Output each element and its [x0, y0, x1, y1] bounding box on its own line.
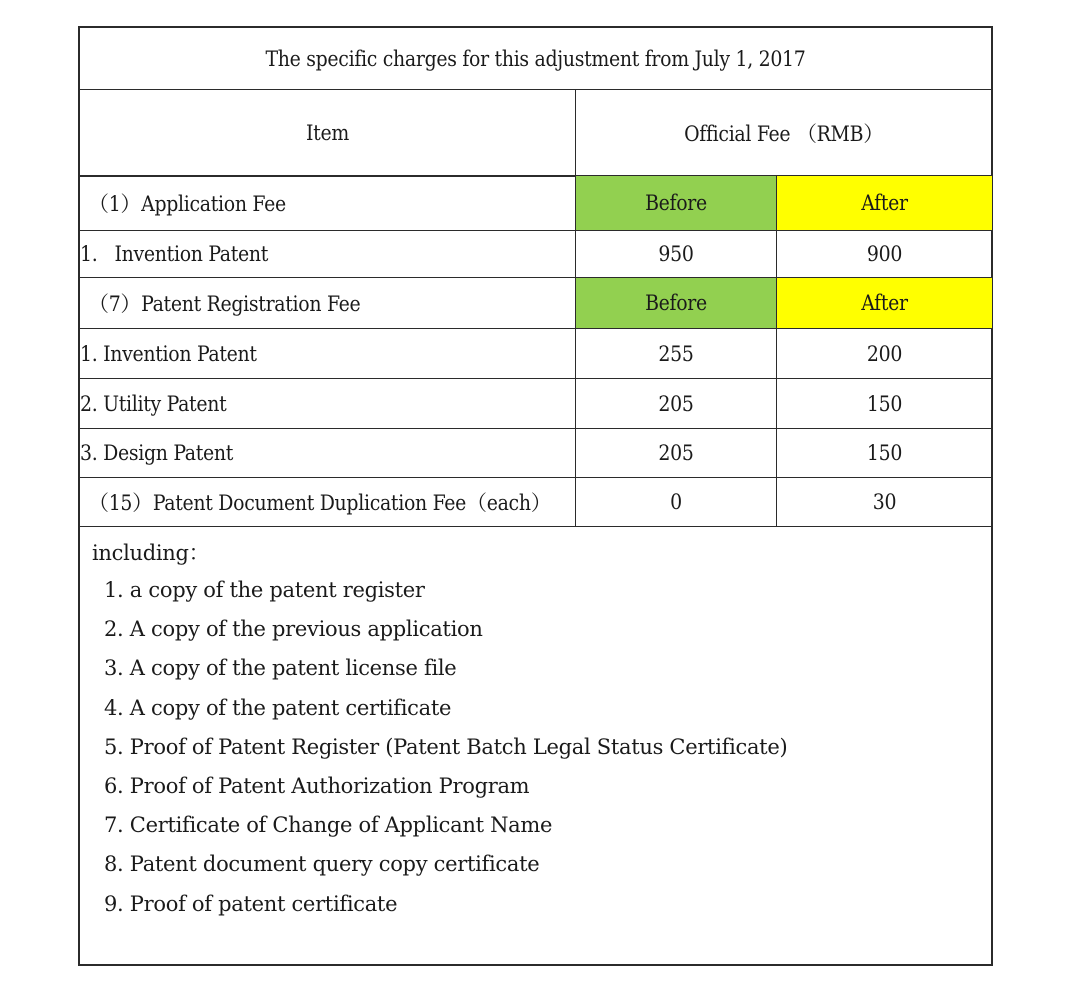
list-item: 9. Proof of patent certificate: [104, 891, 398, 916]
list-item: 2. A copy of the previous application: [104, 617, 483, 642]
after-header: After: [777, 278, 992, 328]
table-row-before: 950: [658, 242, 694, 266]
notes-intro: including：: [92, 541, 210, 565]
including-notes: [92, 536, 787, 924]
notes-list: [92, 571, 787, 924]
before-header: Before: [576, 278, 776, 328]
list-item: 7. Certificate of Change of Applicant Name: [104, 813, 553, 838]
divider: [80, 526, 992, 527]
list-item: 6. Proof of Patent Authorization Program: [104, 773, 530, 798]
list-item: 4. A copy of the patent certificate: [104, 695, 452, 720]
table-row-after: 900: [866, 242, 903, 266]
before-header: Before: [576, 176, 776, 230]
header-item: Item: [306, 120, 349, 145]
list-item: 5. Proof of Patent Register (Patent Batch Legal Status Certificate): [104, 734, 788, 759]
table-title: The specific charges for this adjustment from July 1, 2017: [265, 47, 806, 71]
duplication-fee-item: （15）Patent Document Duplication Fee（each）: [88, 491, 552, 515]
table-row-item: 1. Invention Patent: [80, 341, 257, 366]
table-row-before: 205: [658, 391, 694, 416]
table-row-before: 205: [658, 441, 694, 465]
table-row-item: 2. Utility Patent: [80, 391, 227, 416]
list-item: 8. Patent document query copy certificate: [104, 852, 540, 877]
after-header: After: [777, 176, 992, 230]
table-row-item: 3. Design Patent: [80, 441, 234, 465]
table-row-item: 1. Invention Patent: [80, 242, 269, 266]
table-row-after: 150: [866, 441, 903, 465]
header-official-fee: Official Fee （RMB）: [684, 121, 884, 146]
section-application-fee: （1）Application Fee: [88, 192, 286, 216]
section-registration-fee: （7）Patent Registration Fee: [88, 292, 361, 316]
column-divider: [575, 90, 576, 527]
table-row-before: 255: [658, 341, 694, 366]
duplication-fee-after: 30: [872, 490, 897, 514]
duplication-fee-before: 0: [670, 490, 682, 514]
table-row-after: 150: [866, 391, 903, 416]
list-item: 1. a copy of the patent register: [104, 578, 425, 602]
list-item: 3. A copy of the patent license file: [104, 656, 457, 681]
table-row-after: 200: [866, 341, 903, 366]
column-divider: [776, 176, 777, 527]
